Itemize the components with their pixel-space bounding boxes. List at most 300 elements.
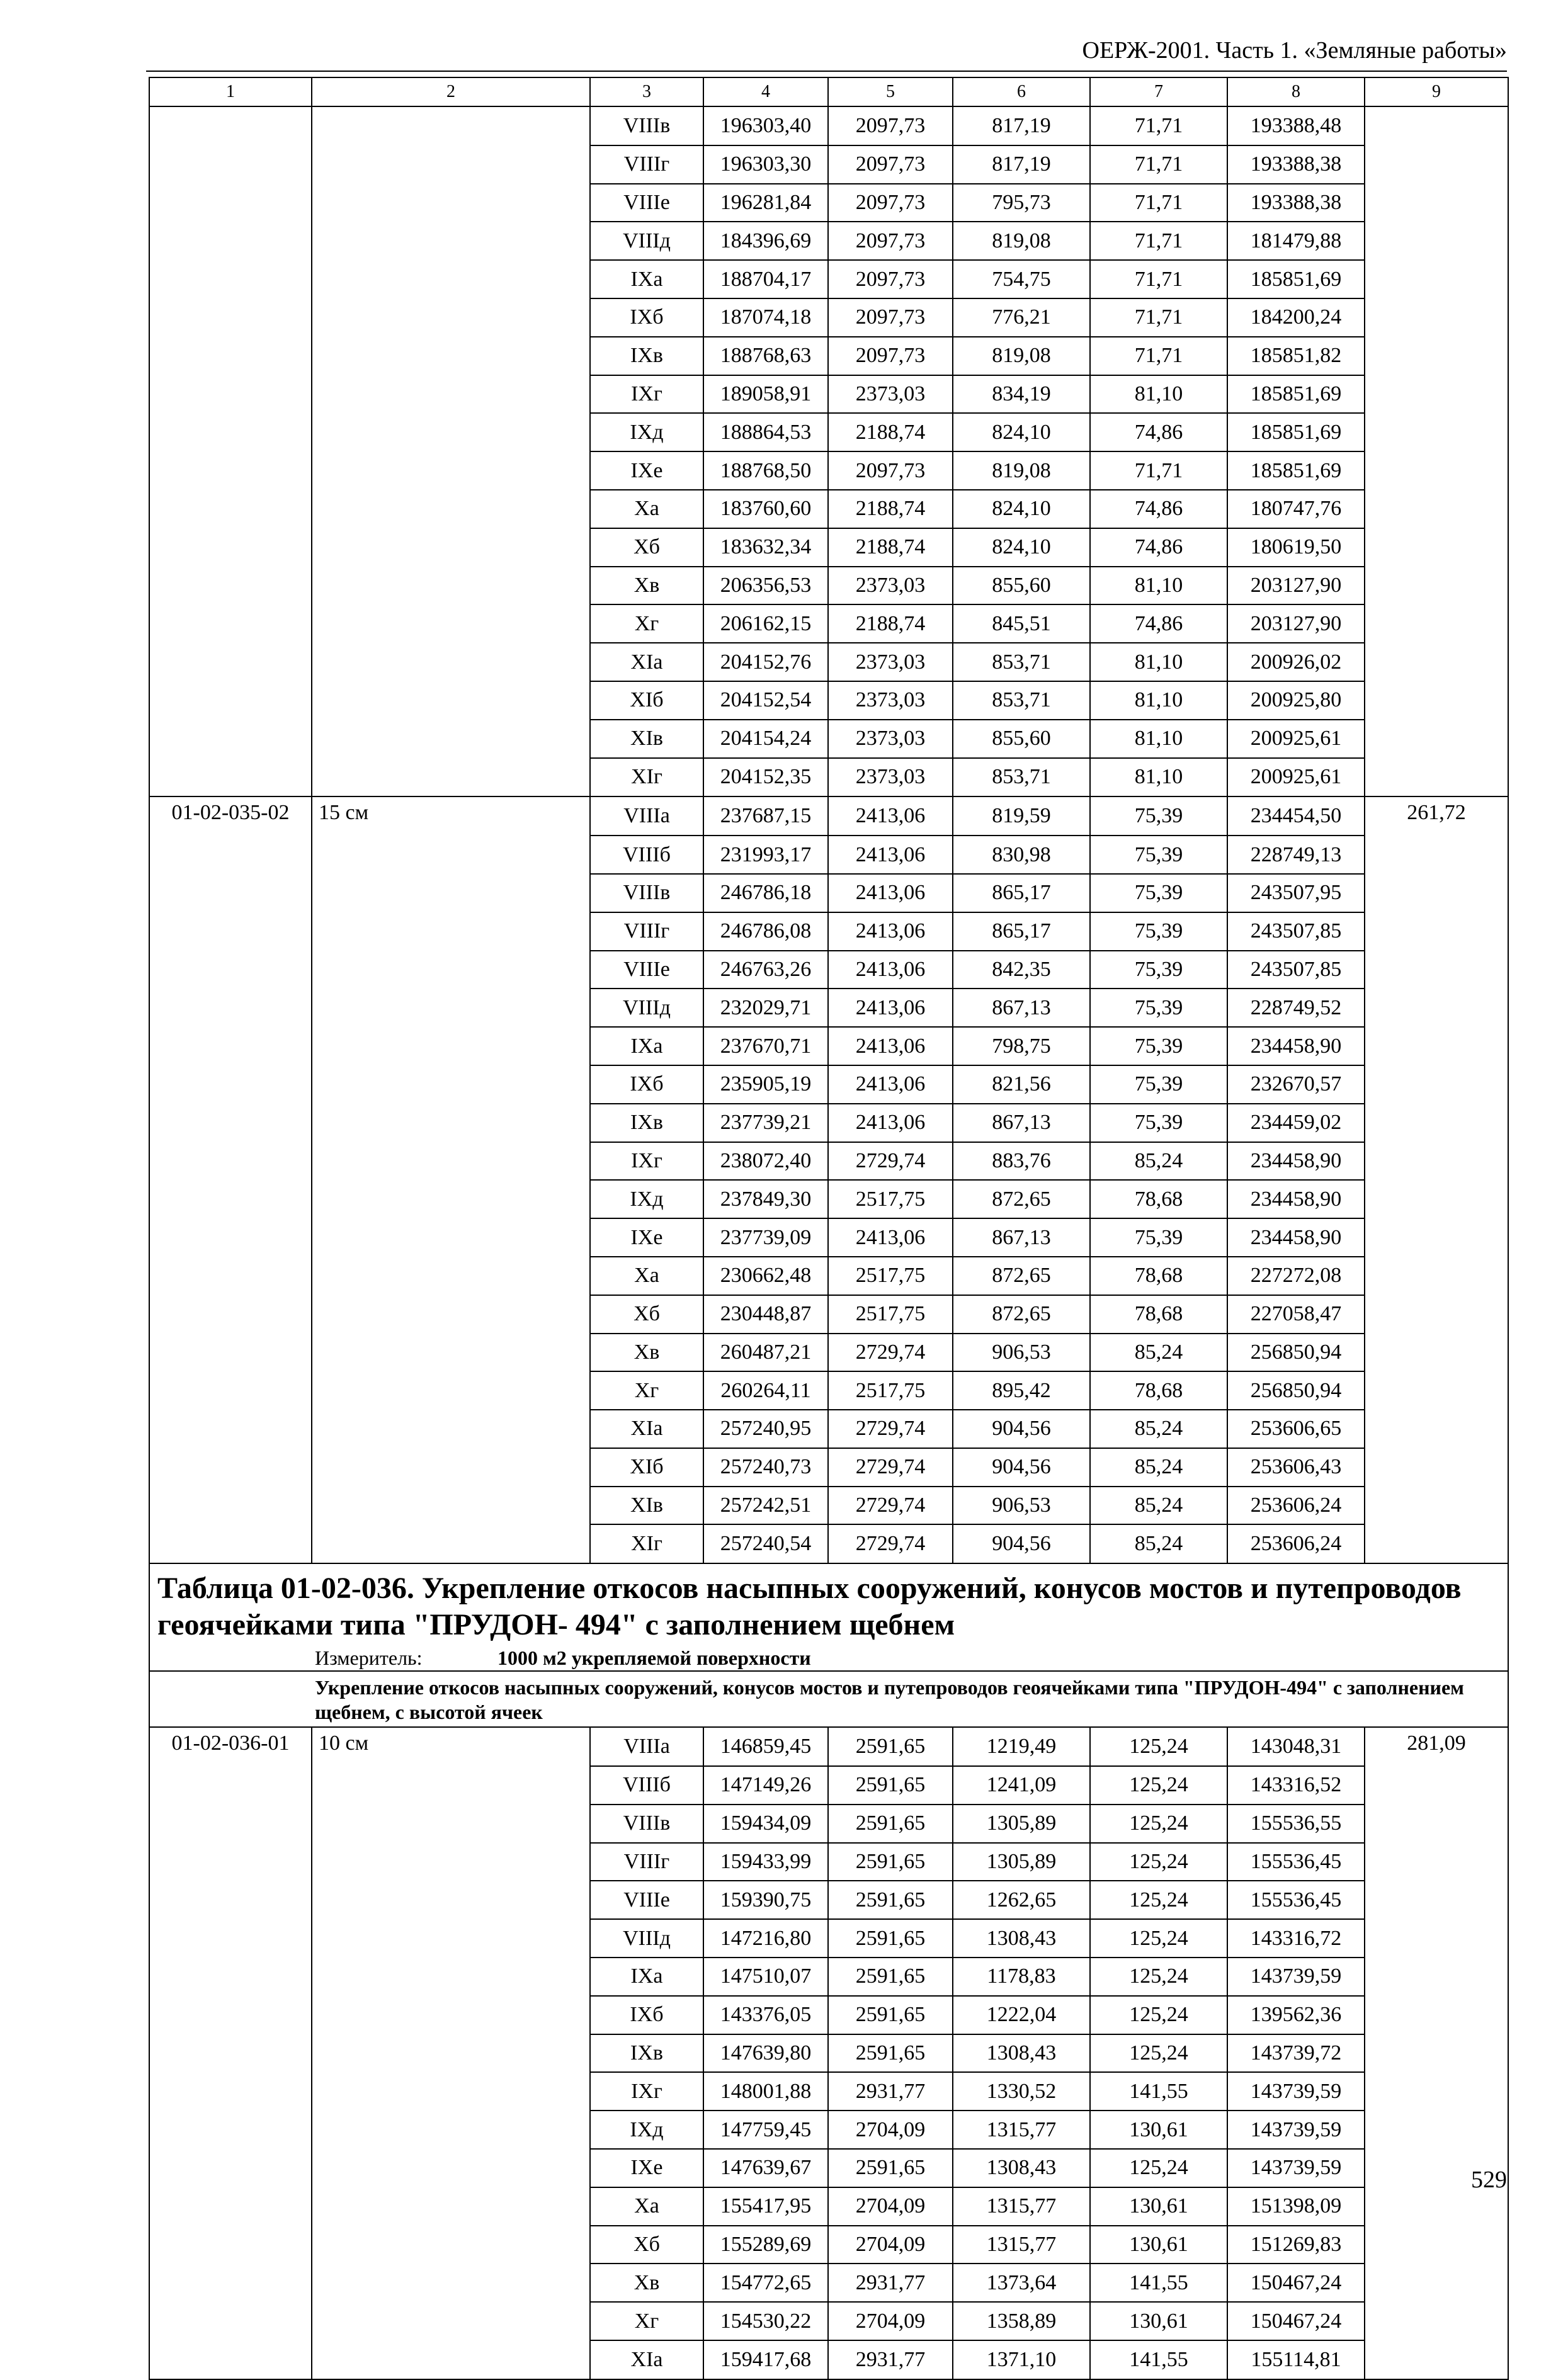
labor-hours — [1365, 1334, 1508, 1372]
operator-wage: 71,71 — [1090, 260, 1227, 298]
material-cost: 181479,88 — [1227, 222, 1365, 260]
table-row — [149, 1334, 1508, 1372]
operator-wage: 85,24 — [1090, 1410, 1227, 1448]
total-cost: 183760,60 — [703, 490, 828, 528]
table-row — [149, 106, 1508, 145]
item-description — [312, 1410, 590, 1448]
machine-cost: 865,17 — [953, 874, 1090, 912]
zone-code: IXв — [590, 337, 703, 375]
table-row — [149, 337, 1508, 375]
labor-hours — [1365, 1766, 1508, 1805]
table-row — [149, 643, 1508, 681]
machine-cost: 867,13 — [953, 989, 1090, 1027]
operator-wage: 75,39 — [1090, 874, 1227, 912]
zone-code: XIв — [590, 1487, 703, 1525]
material-cost: 185851,69 — [1227, 260, 1365, 298]
item-description — [312, 1027, 590, 1065]
material-cost: 228749,52 — [1227, 989, 1365, 1027]
item-code — [149, 951, 312, 989]
column-number: 1 — [149, 77, 312, 106]
operator-wage: 74,86 — [1090, 413, 1227, 451]
item-code — [149, 2226, 312, 2264]
table-row — [149, 2149, 1508, 2187]
material-cost: 151269,83 — [1227, 2226, 1365, 2264]
item-code — [149, 912, 312, 951]
total-cost: 206356,53 — [703, 567, 828, 605]
labor-cost: 2729,74 — [828, 1487, 953, 1525]
total-cost: 154530,22 — [703, 2302, 828, 2340]
column-number: 7 — [1090, 77, 1227, 106]
total-cost: 237739,09 — [703, 1218, 828, 1257]
item-code — [149, 2302, 312, 2340]
item-description — [312, 1919, 590, 1958]
machine-cost: 872,65 — [953, 1257, 1090, 1295]
labor-cost: 2591,65 — [828, 2034, 953, 2073]
material-cost: 203127,90 — [1227, 604, 1365, 643]
item-description — [312, 145, 590, 184]
table-row — [149, 912, 1508, 951]
item-description — [312, 2340, 590, 2379]
operator-wage: 125,24 — [1090, 1881, 1227, 1919]
total-cost: 246786,08 — [703, 912, 828, 951]
labor-cost: 2373,03 — [828, 681, 953, 720]
machine-cost: 824,10 — [953, 528, 1090, 567]
machine-cost: 834,19 — [953, 375, 1090, 414]
item-description — [312, 2302, 590, 2340]
total-cost: 159390,75 — [703, 1881, 828, 1919]
labor-hours — [1365, 567, 1508, 605]
labor-hours — [1365, 490, 1508, 528]
total-cost: 147639,80 — [703, 2034, 828, 2073]
column-number: 3 — [590, 77, 703, 106]
labor-hours — [1365, 1104, 1508, 1142]
machine-cost: 1308,43 — [953, 1919, 1090, 1958]
table-row — [149, 1996, 1508, 2034]
material-cost: 193388,38 — [1227, 145, 1365, 184]
operator-wage: 125,24 — [1090, 2149, 1227, 2187]
operator-wage: 125,24 — [1090, 1919, 1227, 1958]
item-description: 10 см — [312, 1727, 590, 1766]
total-cost: 237739,21 — [703, 1104, 828, 1142]
labor-hours — [1365, 1410, 1508, 1448]
zone-code: XIб — [590, 681, 703, 720]
zone-code: Xв — [590, 1334, 703, 1372]
labor-cost: 2591,65 — [828, 1881, 953, 1919]
table-row — [149, 1958, 1508, 1996]
item-code — [149, 2072, 312, 2111]
item-code — [149, 643, 312, 681]
zone-code: IXв — [590, 1104, 703, 1142]
total-cost: 146859,45 — [703, 1727, 828, 1766]
zone-code: IXа — [590, 1027, 703, 1065]
labor-hours — [1365, 1257, 1508, 1295]
operator-wage: 75,39 — [1090, 1218, 1227, 1257]
item-description — [312, 720, 590, 758]
material-cost: 155536,45 — [1227, 1881, 1365, 1919]
total-cost: 188768,63 — [703, 337, 828, 375]
table-row — [149, 758, 1508, 797]
machine-cost: 1371,10 — [953, 2340, 1090, 2379]
table-row — [149, 1104, 1508, 1142]
zone-code: IXд — [590, 413, 703, 451]
machine-cost: 867,13 — [953, 1104, 1090, 1142]
total-cost: 237849,30 — [703, 1180, 828, 1218]
material-cost: 185851,69 — [1227, 413, 1365, 451]
table-row — [149, 490, 1508, 528]
item-code — [149, 106, 312, 145]
machine-cost: 904,56 — [953, 1410, 1090, 1448]
item-code — [149, 758, 312, 797]
item-description — [312, 260, 590, 298]
total-cost: 196303,30 — [703, 145, 828, 184]
material-cost: 180747,76 — [1227, 490, 1365, 528]
table-row — [149, 2226, 1508, 2264]
item-description — [312, 337, 590, 375]
operator-wage: 75,39 — [1090, 796, 1227, 836]
material-cost: 200925,61 — [1227, 720, 1365, 758]
material-cost: 228749,13 — [1227, 836, 1365, 874]
table-row — [149, 451, 1508, 490]
labor-hours — [1365, 375, 1508, 414]
labor-hours — [1365, 951, 1508, 989]
column-number: 6 — [953, 77, 1090, 106]
machine-cost: 1222,04 — [953, 1996, 1090, 2034]
table-row — [149, 681, 1508, 720]
operator-wage: 81,10 — [1090, 375, 1227, 414]
item-code — [149, 413, 312, 451]
material-cost: 256850,94 — [1227, 1334, 1365, 1372]
labor-hours — [1365, 643, 1508, 681]
table-row — [149, 1027, 1508, 1065]
table-row — [149, 375, 1508, 414]
material-cost: 253606,65 — [1227, 1410, 1365, 1448]
item-description — [312, 106, 590, 145]
table-row — [149, 1487, 1508, 1525]
machine-cost: 798,75 — [953, 1027, 1090, 1065]
table-row — [149, 1727, 1508, 1766]
item-description: 15 см — [312, 796, 590, 836]
item-code — [149, 1334, 312, 1372]
material-cost: 232670,57 — [1227, 1065, 1365, 1104]
operator-wage: 71,71 — [1090, 451, 1227, 490]
labor-hours — [1365, 2111, 1508, 2149]
labor-cost: 2729,74 — [828, 1410, 953, 1448]
labor-cost: 2097,73 — [828, 106, 953, 145]
labor-cost: 2413,06 — [828, 836, 953, 874]
total-cost: 260487,21 — [703, 1334, 828, 1372]
labor-hours — [1365, 451, 1508, 490]
operator-wage: 125,24 — [1090, 1996, 1227, 2034]
material-cost: 155114,81 — [1227, 2340, 1365, 2379]
zone-code: XIа — [590, 2340, 703, 2379]
zone-code: VIIIа — [590, 1727, 703, 1766]
item-description — [312, 2226, 590, 2264]
table-row — [149, 298, 1508, 337]
item-description — [312, 1180, 590, 1218]
labor-hours — [1365, 1524, 1508, 1563]
table-row — [149, 1448, 1508, 1487]
machine-cost: 817,19 — [953, 145, 1090, 184]
total-cost: 204154,24 — [703, 720, 828, 758]
item-code — [149, 1027, 312, 1065]
machine-cost: 817,19 — [953, 106, 1090, 145]
labor-hours — [1365, 1487, 1508, 1525]
total-cost: 260264,11 — [703, 1371, 828, 1410]
item-code — [149, 222, 312, 260]
item-description — [312, 184, 590, 222]
item-description — [312, 643, 590, 681]
column-number: 9 — [1365, 77, 1508, 106]
material-cost: 150467,24 — [1227, 2302, 1365, 2340]
labor-cost: 2931,77 — [828, 2264, 953, 2302]
material-cost: 193388,38 — [1227, 184, 1365, 222]
item-description — [312, 1881, 590, 1919]
labor-cost: 2591,65 — [828, 2149, 953, 2187]
zone-code: XIа — [590, 1410, 703, 1448]
zone-code: IXб — [590, 298, 703, 337]
item-description — [312, 1104, 590, 1142]
total-cost: 147639,67 — [703, 2149, 828, 2187]
table-title: Таблица 01-02-036. Укрепление откосов насыпных сооружений, конусов мостов и путепроводов геоячейками типа "ПРУДОН- 494" с заполнением щебнем — [157, 1572, 1462, 1641]
table-row — [149, 989, 1508, 1027]
item-description — [312, 298, 590, 337]
table-row — [149, 1805, 1508, 1843]
item-code — [149, 2340, 312, 2379]
operator-wage: 130,61 — [1090, 2187, 1227, 2226]
operator-wage: 78,68 — [1090, 1371, 1227, 1410]
material-cost: 155536,55 — [1227, 1805, 1365, 1843]
machine-cost: 845,51 — [953, 604, 1090, 643]
total-cost: 232029,71 — [703, 989, 828, 1027]
operator-wage: 125,24 — [1090, 2034, 1227, 2073]
item-code — [149, 2034, 312, 2073]
material-cost: 143048,31 — [1227, 1727, 1365, 1766]
zone-code: Xб — [590, 1295, 703, 1334]
total-cost: 204152,76 — [703, 643, 828, 681]
material-cost: 234458,90 — [1227, 1180, 1365, 1218]
machine-cost: 830,98 — [953, 836, 1090, 874]
operator-wage: 81,10 — [1090, 681, 1227, 720]
total-cost: 147216,80 — [703, 1919, 828, 1958]
material-cost: 234458,90 — [1227, 1142, 1365, 1181]
labor-cost: 2097,73 — [828, 337, 953, 375]
labor-cost: 2188,74 — [828, 413, 953, 451]
operator-wage: 71,71 — [1090, 106, 1227, 145]
table-row — [149, 528, 1508, 567]
material-cost: 143316,72 — [1227, 1919, 1365, 1958]
labor-cost: 2413,06 — [828, 1027, 953, 1065]
item-description — [312, 1843, 590, 1881]
labor-cost: 2704,09 — [828, 2187, 953, 2226]
machine-cost: 906,53 — [953, 1334, 1090, 1372]
labor-hours — [1365, 1027, 1508, 1065]
labor-cost: 2373,03 — [828, 375, 953, 414]
table-row — [149, 1218, 1508, 1257]
material-cost: 234458,90 — [1227, 1027, 1365, 1065]
zone-code: IXг — [590, 1142, 703, 1181]
item-code — [149, 1257, 312, 1295]
machine-cost: 1305,89 — [953, 1843, 1090, 1881]
labor-cost: 2413,06 — [828, 874, 953, 912]
labor-hours — [1365, 184, 1508, 222]
labor-hours — [1365, 413, 1508, 451]
item-code — [149, 1295, 312, 1334]
column-number: 4 — [703, 77, 828, 106]
machine-cost: 819,08 — [953, 337, 1090, 375]
operator-wage: 78,68 — [1090, 1295, 1227, 1334]
item-description — [312, 1448, 590, 1487]
labor-cost: 2591,65 — [828, 1919, 953, 1958]
item-description — [312, 451, 590, 490]
operator-wage: 74,86 — [1090, 490, 1227, 528]
item-description — [312, 681, 590, 720]
item-code — [149, 184, 312, 222]
machine-cost: 855,60 — [953, 567, 1090, 605]
item-description — [312, 222, 590, 260]
labor-hours — [1365, 1881, 1508, 1919]
item-description — [312, 1142, 590, 1181]
item-code — [149, 604, 312, 643]
material-cost: 143739,59 — [1227, 2072, 1365, 2111]
item-code — [149, 567, 312, 605]
item-description — [312, 1218, 590, 1257]
machine-cost: 853,71 — [953, 681, 1090, 720]
machine-cost: 906,53 — [953, 1487, 1090, 1525]
running-header: ОЕРЖ-2001. Часть 1. «Земляные работы» — [1082, 37, 1507, 64]
material-cost: 185851,69 — [1227, 451, 1365, 490]
total-cost: 257240,73 — [703, 1448, 828, 1487]
operator-wage: 71,71 — [1090, 145, 1227, 184]
labor-hours — [1365, 2226, 1508, 2264]
labor-hours — [1365, 298, 1508, 337]
labor-hours — [1365, 337, 1508, 375]
material-cost: 200925,61 — [1227, 758, 1365, 797]
item-description — [312, 2149, 590, 2187]
labor-hours — [1365, 2034, 1508, 2073]
operator-wage: 141,55 — [1090, 2340, 1227, 2379]
machine-cost: 1330,52 — [953, 2072, 1090, 2111]
table-row — [149, 184, 1508, 222]
total-cost: 159433,99 — [703, 1843, 828, 1881]
labor-hours — [1365, 145, 1508, 184]
machine-cost: 867,13 — [953, 1218, 1090, 1257]
operator-wage: 125,24 — [1090, 1805, 1227, 1843]
labor-cost: 2373,03 — [828, 720, 953, 758]
table-row — [149, 1843, 1508, 1881]
table-row — [149, 604, 1508, 643]
table-row — [149, 874, 1508, 912]
table-row — [149, 2072, 1508, 2111]
item-code — [149, 720, 312, 758]
item-code — [149, 1104, 312, 1142]
zone-code: VIIIд — [590, 1919, 703, 1958]
unit-of-measure — [157, 1648, 1500, 1668]
labor-hours — [1365, 222, 1508, 260]
operator-wage: 71,71 — [1090, 184, 1227, 222]
zone-code: VIIIг — [590, 145, 703, 184]
item-code — [149, 1766, 312, 1805]
item-code — [149, 1487, 312, 1525]
material-cost: 200926,02 — [1227, 643, 1365, 681]
machine-cost: 1308,43 — [953, 2034, 1090, 2073]
material-cost: 253606,24 — [1227, 1487, 1365, 1525]
table-row — [149, 2302, 1508, 2340]
zone-code: VIIIв — [590, 1805, 703, 1843]
total-cost: 154772,65 — [703, 2264, 828, 2302]
operator-wage: 125,24 — [1090, 1727, 1227, 1766]
operator-wage: 125,24 — [1090, 1843, 1227, 1881]
item-code — [149, 1881, 312, 1919]
labor-cost: 2097,73 — [828, 260, 953, 298]
total-cost: 184396,69 — [703, 222, 828, 260]
labor-hours — [1365, 106, 1508, 145]
material-cost: 234454,50 — [1227, 796, 1365, 836]
total-cost: 204152,54 — [703, 681, 828, 720]
item-description — [312, 375, 590, 414]
operator-wage: 85,24 — [1090, 1334, 1227, 1372]
labor-cost: 2931,77 — [828, 2340, 953, 2379]
material-cost: 143316,52 — [1227, 1766, 1365, 1805]
material-cost: 256850,94 — [1227, 1371, 1365, 1410]
item-code — [149, 1919, 312, 1958]
total-cost: 187074,18 — [703, 298, 828, 337]
operator-wage: 85,24 — [1090, 1524, 1227, 1563]
labor-cost: 2188,74 — [828, 604, 953, 643]
labor-hours — [1365, 604, 1508, 643]
material-cost: 234459,02 — [1227, 1104, 1365, 1142]
item-description — [312, 874, 590, 912]
zone-code: IXг — [590, 2072, 703, 2111]
column-number-row — [149, 77, 1508, 106]
item-code — [149, 298, 312, 337]
labor-cost: 2373,03 — [828, 567, 953, 605]
table-row — [149, 1919, 1508, 1958]
total-cost: 188704,17 — [703, 260, 828, 298]
machine-cost: 842,35 — [953, 951, 1090, 989]
total-cost: 257242,51 — [703, 1487, 828, 1525]
operator-wage: 78,68 — [1090, 1180, 1227, 1218]
operator-wage: 81,10 — [1090, 720, 1227, 758]
machine-cost: 1219,49 — [953, 1727, 1090, 1766]
material-cost: 150467,24 — [1227, 2264, 1365, 2302]
zone-code: Xб — [590, 2226, 703, 2264]
operator-wage: 141,55 — [1090, 2264, 1227, 2302]
operator-wage: 75,39 — [1090, 1104, 1227, 1142]
machine-cost: 819,08 — [953, 222, 1090, 260]
labor-hours — [1365, 528, 1508, 567]
item-code — [149, 874, 312, 912]
labor-cost: 2097,73 — [828, 222, 953, 260]
zone-code: VIIIг — [590, 1843, 703, 1881]
item-description — [312, 567, 590, 605]
item-code — [149, 1180, 312, 1218]
zone-code: VIIIа — [590, 796, 703, 836]
machine-cost: 883,76 — [953, 1142, 1090, 1181]
table-row — [149, 2264, 1508, 2302]
zone-code: IXа — [590, 260, 703, 298]
labor-cost: 2097,73 — [828, 451, 953, 490]
zone-code: Xв — [590, 2264, 703, 2302]
labor-hours — [1365, 1996, 1508, 2034]
zone-code: IXг — [590, 375, 703, 414]
labor-hours — [1365, 2072, 1508, 2111]
column-number: 2 — [312, 77, 590, 106]
unit-value: 1000 м2 укрепляемой поверхности — [497, 1646, 811, 1670]
zone-code: XIв — [590, 720, 703, 758]
labor-cost: 2413,06 — [828, 1218, 953, 1257]
operator-wage: 75,39 — [1090, 951, 1227, 989]
machine-cost: 872,65 — [953, 1295, 1090, 1334]
